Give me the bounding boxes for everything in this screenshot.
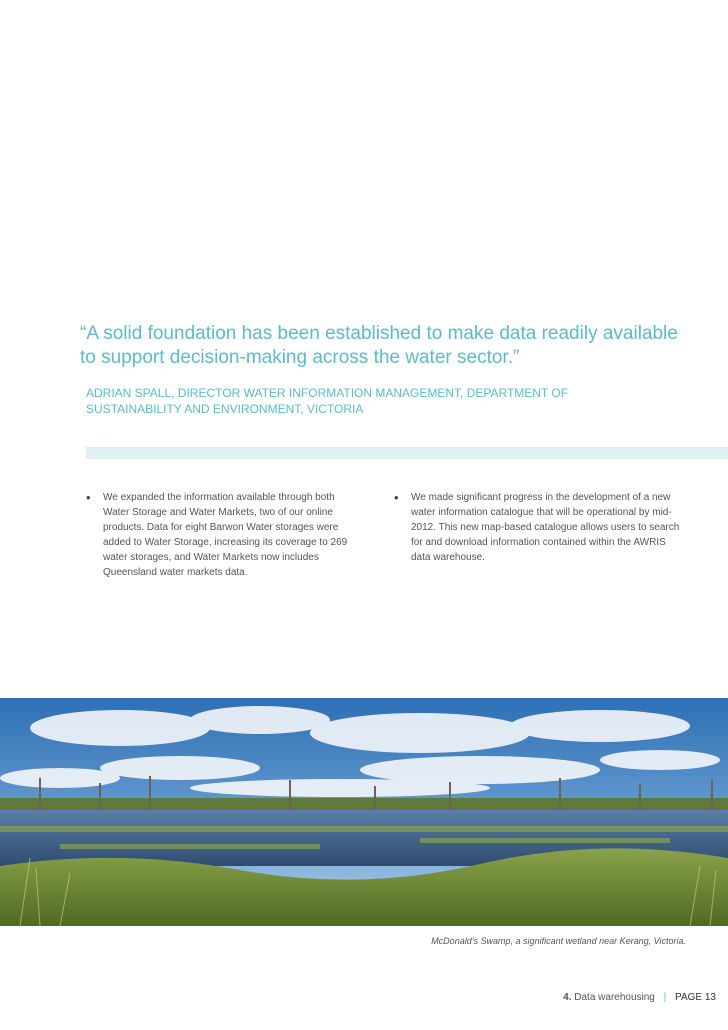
pull-quote-line-2: to support decision-making across the water sector.” [80,347,520,368]
attribution-line-1: ADRIAN SPALL, DIRECTOR WATER INFORMATION MANAGEMENT, DEPARTMENT OF [86,386,569,400]
section-number: 4. [563,992,572,1003]
page-footer [563,992,716,1003]
wetland-photo [0,698,728,926]
quote-attribution [86,385,646,417]
section-divider-band [86,447,728,459]
footer-separator: | [663,992,667,1003]
pull-quote [80,322,690,370]
bullet-text-left: We expanded the information available through both Water Storage and Water Markets, two of our online products. Data for eight Barwon Water storages were added to Water Storage, increasing its coverage to 269 water storages, and Water Markets now includes Queensland water markets data. [103,492,348,578]
bullet-dot-icon: • [86,490,91,505]
pull-quote-line-1: “A solid foundation has been established to make data readily available [80,323,678,344]
section-title: Data warehousing [574,992,655,1003]
bullet-dot-icon: • [394,490,399,505]
attribution-line-2: SUSTAINABILITY AND ENVIRONMENT, VICTORIA [86,402,364,416]
photo-caption: McDonald’s Swamp, a significant wetland near Kerang, Victoria. [431,936,686,946]
page-number: PAGE 13 [675,992,716,1003]
bullet-item-left [86,490,356,580]
bullet-text-right: We made significant progress in the development of a new water information catalogue that will be operational by mid-2012. This new map-based catalogue allows users to search for and download information contained within the AWRIS data warehouse. [411,492,680,563]
bullet-item-right [394,490,684,565]
